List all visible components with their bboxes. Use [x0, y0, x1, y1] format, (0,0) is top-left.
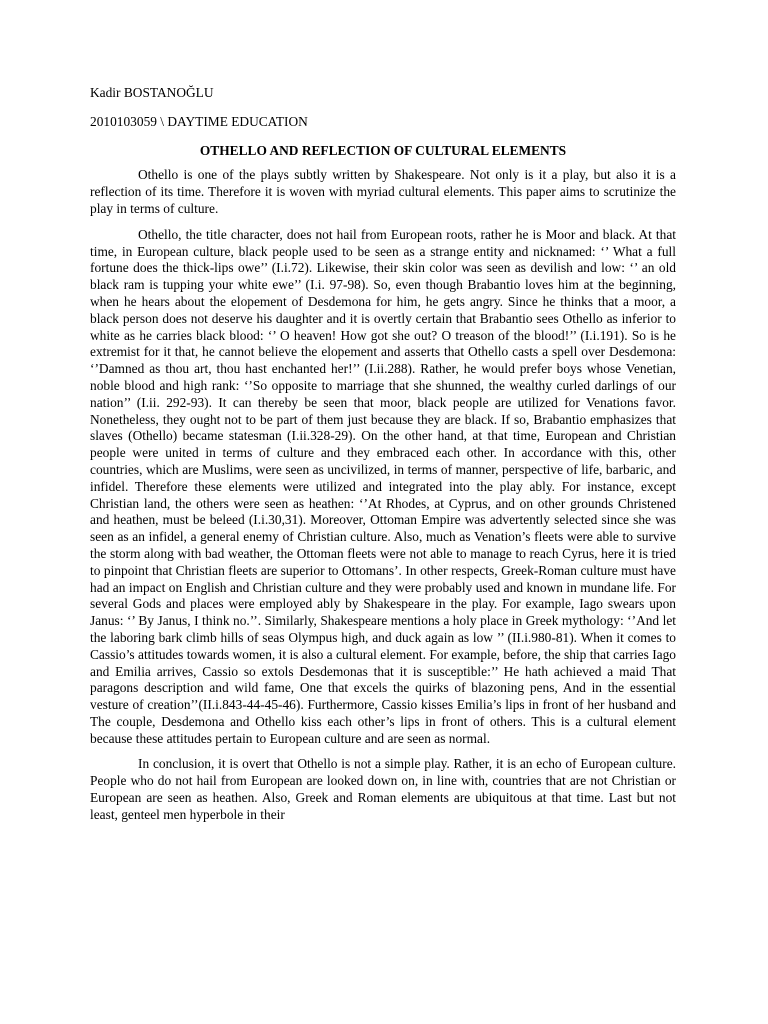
paragraph-conclusion: In conclusion, it is overt that Othello is not a simple play. Rather, it is an echo of European culture. People who do not hail from European are looked down on, in line with, countries that are not Christian or European are seen as heathen. Also, Greek and Roman elements are ubiquitous at that time. Last but not least, genteel men hyperbole in their: [90, 756, 676, 822]
paragraph-introduction: Othello is one of the plays subtly written by Shakespeare. Not only is it a play, but also it is a reflection of its time. Therefore it is woven with myriad cultural elements. This paper aims to scrutinize the play in terms of culture.: [90, 167, 676, 216]
author-name: Kadir BOSTANOĞLU: [90, 85, 214, 100]
student-info: 2010103059 \ DAYTIME EDUCATION: [90, 113, 308, 129]
document-title: OTHELLO AND REFLECTION OF CULTURAL ELEMENTS: [199, 142, 567, 158]
document-page: [90, 85, 676, 824]
paragraph-body: Othello, the title character, does not hail from European roots, rather he is Moor and black. At that time, in European culture, black people used to be seen as a strange entity and nicknamed: ‘’ What a full fortune does the thick-lips owe’’ (I.i.72). Likewise, their skin color was seen as devilish and low: ‘’ an old black ram is tupping your white ewe’’ (I.i. 97-98). So, even though Brabantio loves him at the beginning, when he hears about the elopement of Desdemona for him, he gets angry. Since he thinks that a moor, a black person does not deserve his daughter and it is overtly certain that Brabantio sees Othello as inferior to white as he carries black blood: ‘’ O heaven! How got she out? O treason of the blood!’’ (I.i.191). So is he extremist for it that, he cannot believe the elopement and asserts that Othello casts a spell over Desdemona: ‘’Damned as thou art, thou hast enchanted her!’’ (I.ii.288). Rather, he would prefer boys whose Venetian, noble blood and high rank: ‘’So opposite to marriage that she shunned, the wealthy curled darlings of our nation’’ (I.ii. 292-93). It can thereby be seen that moor, black people are utilized for Venations favor. Nonetheless, they ought not to be part of them just because they are black. If so, Brabantio emphasizes that slaves (Othello) became statesman (I.ii.328-29). On the other hand, at that time, European and Christian people were united in terms of culture and they embraced each other. In accordance with this, other countries, which are Muslims, were seen as uncivilized, in terms of manner, perspective of life, barbaric, and infidel. Therefore these elements were utilized and integrated into the play ably. For instance, except Christian land, the others were seen as heathen: ‘’At Rhodes, at Cyprus, and on other grounds Christened and heathen, must be beleed (I.i.30,31). Moreover, Ottoman Empire was advertently selected since she was seen as an infidel, a general enemy of Christian culture. Also, much as Venation’s fleets were able to survive the storm along with bad weather, the Ottoman fleets were not able to manage to reach Cyrus, here it is tried to pinpoint that Christian fleets are superior to Ottomans’. In other respects, Greek-Roman culture must have had an impact on English and Christian culture and they were probably used and known in mundane life. For several Gods and places were employed ably by Shakespeare in the play. For example, Iago swears upon Janus: ‘’ By Janus, I think no.’’. Similarly, Shakespeare mentions a holy place in Greek mythology: ‘’And let the laboring bark climb hills of seas Olympus high, and duck again as low ’’ (II.i.980-81). When it comes to Cassio’s attitudes towards women, it is also a cultural element. For example, before, the ship that carries Iago and Emilia arrives, Cassio so extols Desdemonas that it is susceptible:’’ He hath achieved a maid That paragons description and wild fame, One that excels the quirks of blazoning pens, And in the essential vesture of creation’’(II.i.843-44-45-46). Furthermore, Cassio kisses Emilia’s lips in front of her husband and The couple, Desdemona and Othello kiss each other’s lips in front of others. This is a cultural element because these attitudes pertain to European culture and are seen as normal.: [90, 226, 676, 746]
